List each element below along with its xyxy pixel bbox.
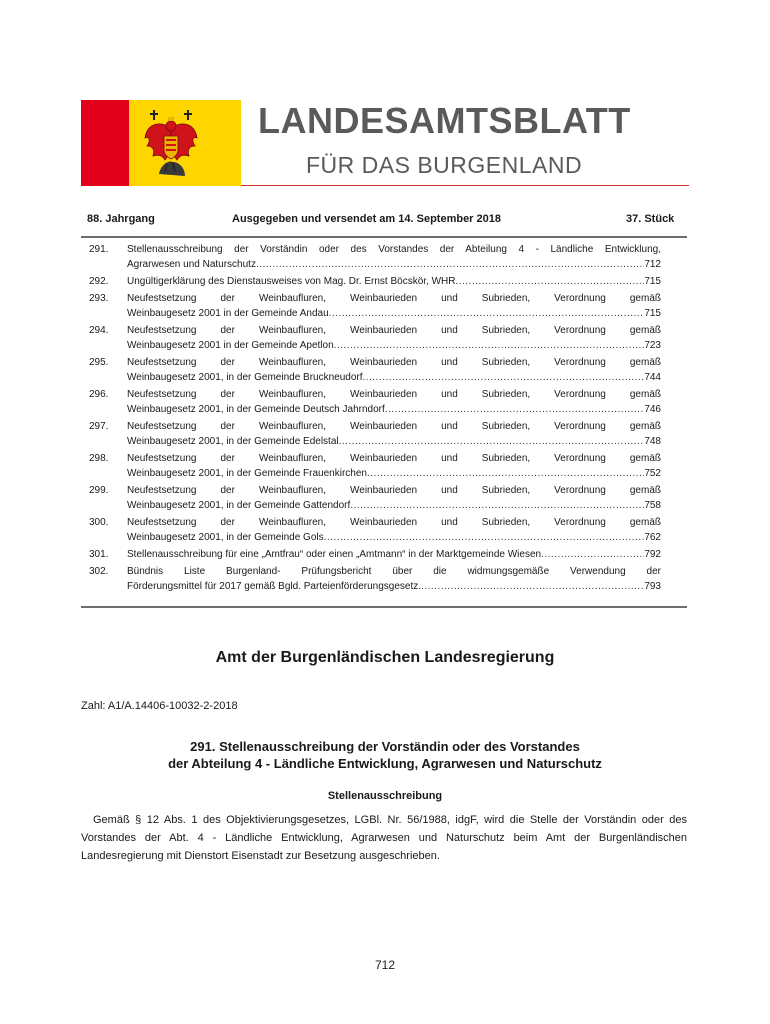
toc-item-text-line: Neufestsetzung der Weinbaufluren, Weinbaurieden und Subrieden, Verordnung gemäß — [127, 421, 661, 432]
toc-item-page: 715 — [644, 308, 661, 319]
toc-item — [81, 483, 687, 513]
article-subtitle: Stellenausschreibung — [327, 790, 443, 802]
article-title-line-1: 291. Stellenausschreibung der Vorständin oder des Vorstandes — [190, 739, 580, 754]
toc-item — [81, 323, 687, 353]
toc-item — [81, 419, 687, 449]
toc-leader-dots — [256, 257, 644, 272]
toc-leader-dots — [363, 370, 645, 385]
article-title-line-2: der Abteilung 4 - Ländliche Entwicklung, Agrarwesen und Naturschutz — [168, 756, 602, 771]
toc-item — [81, 274, 687, 289]
burgenland-flag-logo — [81, 100, 241, 186]
toc-item-text-line: Neufestsetzung der Weinbaufluren, Weinbaurieden und Subrieden, Verordnung gemäß — [127, 293, 661, 304]
toc-item — [81, 387, 687, 417]
toc-item — [81, 355, 687, 385]
toc-item-text-last: Weinbaugesetz 2001 in der Gemeinde Apetlon — [127, 340, 334, 351]
toc-item-number: 298. — [89, 453, 109, 464]
gazette-title: LANDESAMTSBLATT — [258, 100, 631, 141]
toc-item-number: 299. — [89, 485, 109, 496]
toc-item-number: 294. — [89, 325, 109, 336]
reference-number: Zahl: A1/A.14406-10032-2-2018 — [81, 700, 238, 712]
gazette-subtitle: FÜR DAS BURGENLAND — [306, 152, 583, 178]
page-number: 712 — [374, 958, 396, 972]
toc-item-page: 712 — [644, 259, 661, 270]
toc-item-page: 748 — [644, 436, 661, 447]
toc-item-text-last: Agrarwesen und Naturschutz — [127, 259, 256, 270]
issue-year: 88. Jahrgang — [87, 213, 155, 225]
toc-item-text-line: Stellenausschreibung der Vorständin oder des Vorstandes der Abteilung 4 - Ländliche Entwicklung, — [127, 244, 661, 255]
toc-item — [81, 515, 687, 545]
toc-leader-dots — [385, 402, 645, 417]
toc-item-number: 300. — [89, 517, 109, 528]
toc-item-number: 301. — [89, 549, 109, 560]
toc-leader-dots — [329, 306, 645, 321]
toc-item-page: 715 — [644, 276, 661, 287]
toc-item — [81, 451, 687, 481]
toc-item-text-last: Weinbaugesetz 2001, in der Gemeinde Frauenkirchen — [127, 468, 367, 479]
toc-item-text-last: Stellenausschreibung für eine „Amtfrau“ oder einen „Amtmann“ in der Marktgemeinde Wiesen — [127, 549, 542, 560]
toc-item-text-last: Weinbaugesetz 2001, in der Gemeinde Gols — [127, 532, 324, 543]
article-title — [0, 738, 770, 772]
issue-date: Ausgegeben und versendet am 14. September 2018 — [232, 213, 501, 225]
header-rule — [241, 185, 689, 186]
toc-item-number: 297. — [89, 421, 109, 432]
toc-item-number: 296. — [89, 389, 109, 400]
toc-item-text-line: Neufestsetzung der Weinbaufluren, Weinbaurieden und Subrieden, Verordnung gemäß — [127, 389, 661, 400]
toc-item-number: 292. — [89, 276, 109, 287]
article-paragraph: Gemäß § 12 Abs. 1 des Objektivierungsgesetzes, LGBl. Nr. 56/1988, idgF, wird die Stelle der Vorständin oder des Vorstandes der Abt. 4 - Ländliche Entwicklung, Agrarwesen und Naturschutz beim Amt der Burgenländischen Landesregierung mit Dienstort Eisenstadt zur Besetzung ausgeschrieben. — [81, 814, 687, 862]
toc-leader-dots — [455, 274, 644, 289]
toc-item-text-last: Weinbaugesetz 2001 in der Gemeinde Andau — [127, 308, 329, 319]
toc-item-number: 295. — [89, 357, 109, 368]
toc-item-text-last: Weinbaugesetz 2001, in der Gemeinde Deutsch Jahrndorf — [127, 404, 385, 415]
table-of-contents — [81, 242, 687, 596]
toc-item — [81, 242, 687, 272]
toc-item-page: 762 — [644, 532, 661, 543]
toc-item-page: 758 — [644, 500, 661, 511]
toc-item — [81, 547, 687, 562]
toc-leader-dots — [541, 547, 644, 562]
toc-item-text-line: Bündnis Liste Burgenland- Prüfungsbericht über die widmungsgemäße Verwendung der — [127, 566, 661, 577]
flag-red-stripe — [81, 100, 129, 186]
toc-item-page: 752 — [644, 468, 661, 479]
toc-item-page: 746 — [644, 404, 661, 415]
toc-item-number: 302. — [89, 566, 109, 577]
toc-item — [81, 291, 687, 321]
toc-leader-dots — [421, 579, 644, 594]
toc-item-number: 291. — [89, 244, 109, 255]
coat-of-arms-eagle-icon — [139, 106, 203, 182]
toc-item-page: 792 — [644, 549, 661, 560]
toc-leader-dots — [339, 434, 645, 449]
toc-item-text-line: Neufestsetzung der Weinbaufluren, Weinbaurieden und Subrieden, Verordnung gemäß — [127, 453, 661, 464]
toc-item-text-last: Weinbaugesetz 2001, in der Gemeinde Edelstal — [127, 436, 339, 447]
toc-item-page: 793 — [644, 581, 661, 592]
toc-item-text-line: Neufestsetzung der Weinbaufluren, Weinbaurieden und Subrieden, Verordnung gemäß — [127, 357, 661, 368]
toc-item-text-last: Weinbaugesetz 2001, in der Gemeinde Bruckneudorf — [127, 372, 363, 383]
toc-item-page: 723 — [644, 340, 661, 351]
toc-item-page: 744 — [644, 372, 661, 383]
toc-item-text-line: Neufestsetzung der Weinbaufluren, Weinbaurieden und Subrieden, Verordnung gemäß — [127, 485, 661, 496]
toc-item — [81, 564, 687, 594]
issue-piece: 37. Stück — [626, 213, 675, 225]
toc-leader-dots — [367, 466, 644, 481]
toc-item-text-last: Ungültigerklärung des Dienstausweises von Mag. Dr. Ernst Böcskör, WHR — [127, 276, 456, 287]
toc-item-text-last: Förderungsmittel für 2017 gemäß Bgld. Parteienförderungsgesetz. — [127, 581, 422, 592]
section-heading: Amt der Burgenländischen Landesregierung — [215, 649, 555, 666]
toc-item-text-last: Weinbaugesetz 2001, in der Gemeinde Gattendorf — [127, 500, 351, 511]
toc-item-number: 293. — [89, 293, 109, 304]
toc-leader-dots — [324, 530, 645, 545]
toc-leader-dots — [334, 338, 645, 353]
toc-leader-dots — [350, 498, 644, 513]
toc-top-rule — [81, 236, 687, 238]
toc-item-text-line: Neufestsetzung der Weinbaufluren, Weinbaurieden und Subrieden, Verordnung gemäß — [127, 517, 661, 528]
toc-item-text-line: Neufestsetzung der Weinbaufluren, Weinbaurieden und Subrieden, Verordnung gemäß — [127, 325, 661, 336]
toc-bottom-rule — [81, 606, 687, 608]
